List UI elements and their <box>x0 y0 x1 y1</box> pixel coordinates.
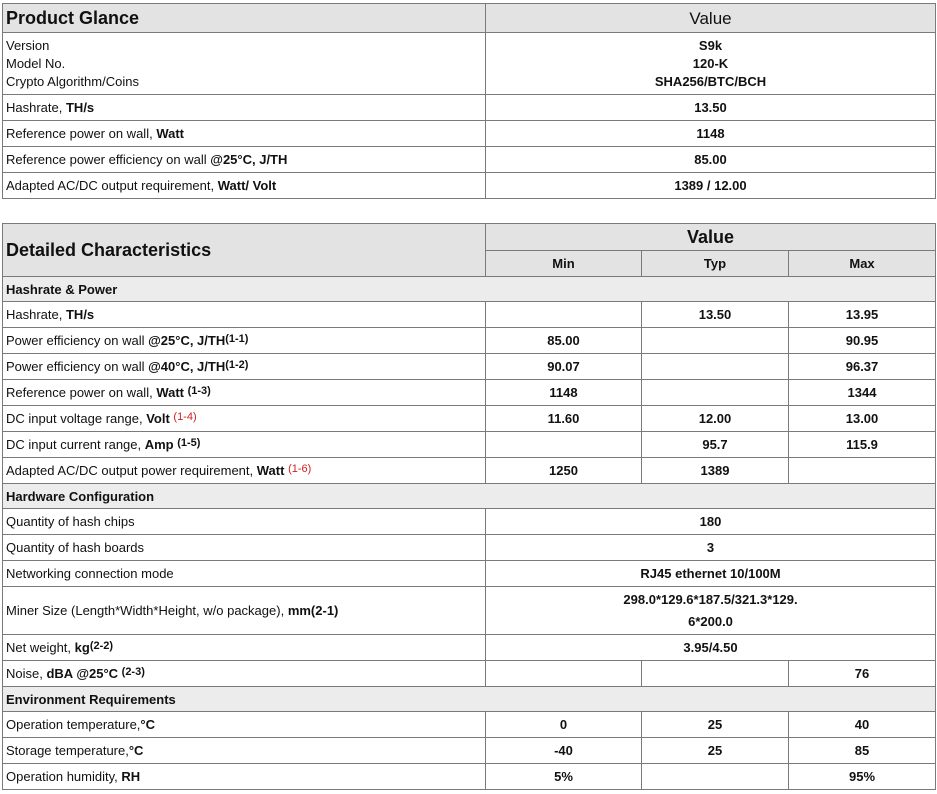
min-cell: 1148 <box>486 380 642 406</box>
glance-row-label: Adapted AC/DC output requirement, Watt/ Volt <box>3 173 486 199</box>
model-value: 120-K <box>692 55 729 71</box>
detailed-characteristics-table <box>2 223 936 790</box>
max-cell: 115.9 <box>789 432 936 458</box>
min-cell: 1250 <box>486 458 642 484</box>
row-label: Adapted AC/DC output power requirement, Watt $^{(1-6)}$ <box>3 458 486 484</box>
col-max-header: Max <box>789 251 936 277</box>
max-cell: 85 <box>789 738 936 764</box>
row-label: Storage temperature,°C <box>3 738 486 764</box>
footnote-ref: (1-1) <box>225 333 249 345</box>
max-cell: 95% <box>789 764 936 790</box>
details-value-header: Value <box>486 224 936 251</box>
table-row <box>3 354 936 380</box>
table-row <box>3 764 936 790</box>
typ-cell: 13.50 <box>642 302 789 328</box>
glance-row-value: 1389 / 12.00 <box>486 173 936 199</box>
row-label: Net weight, $kg^{(2-2)}$ <box>3 635 486 661</box>
footnote-ref: (1-3) <box>187 385 211 397</box>
min-cell: 85.00 <box>486 328 642 354</box>
size-line-2: 6*200.0 <box>688 613 733 629</box>
row-label: Reference power on wall, Watt $^{(1-3)}$ <box>3 380 486 406</box>
table-row <box>3 33 936 95</box>
weight-value: 3.95/4.50 <box>486 635 936 661</box>
footnote-ref: (1-2) <box>225 359 249 371</box>
version-value: S9k <box>698 37 723 53</box>
max-cell: 13.95 <box>789 302 936 328</box>
footnote-ref: (1-5) <box>177 437 201 449</box>
table-row <box>3 95 936 121</box>
algorithm-value: SHA256/BTC/BCH <box>654 73 767 89</box>
glance-row-value: 1148 <box>486 121 936 147</box>
model-label: Model No. <box>6 55 66 71</box>
row-label: Hashrate, TH/s <box>3 302 486 328</box>
boards-value: 3 <box>486 535 936 561</box>
table-row <box>3 121 936 147</box>
row-label: DC input current range, Amp $^{(1-5)}$ <box>3 432 486 458</box>
max-cell: 13.00 <box>789 406 936 432</box>
footnote-ref: (2-3) <box>121 666 145 678</box>
product-glance-table <box>2 3 936 199</box>
table-row <box>3 147 936 173</box>
typ-cell: 12.00 <box>642 406 789 432</box>
max-cell: 40 <box>789 712 936 738</box>
size-line-1: 298.0*129.6*187.5/321.3*129. <box>623 591 798 607</box>
table-row <box>3 173 936 199</box>
typ-cell <box>642 380 789 406</box>
table-row <box>3 561 936 587</box>
footnote-ref: (1-6) <box>288 463 312 475</box>
table-row <box>3 635 936 661</box>
table-row <box>3 328 936 354</box>
spec-values <box>486 33 936 95</box>
glance-row-label: Hashrate, TH/s <box>3 95 486 121</box>
footnote-ref: (2-2) <box>89 640 114 652</box>
min-cell: -40 <box>486 738 642 764</box>
version-label: Version <box>6 37 50 53</box>
table-row <box>3 432 936 458</box>
row-label: Networking connection mode <box>3 561 486 587</box>
min-cell <box>486 661 642 687</box>
col-min-header: Min <box>486 251 642 277</box>
table-row <box>3 661 936 687</box>
min-cell: 90.07 <box>486 354 642 380</box>
table-row <box>3 458 936 484</box>
glance-value-header: Value <box>486 4 936 33</box>
row-label: Quantity of hash boards <box>3 535 486 561</box>
row-label: DC input voltage range, Volt $^{(1-4)}$ <box>3 406 486 432</box>
table-row <box>3 587 936 635</box>
row-label: Operation temperature,°C <box>3 712 486 738</box>
max-cell: 96.37 <box>789 354 936 380</box>
row-label: Power efficiency on wall @40°C, J/TH$^{(1-2)}$ <box>3 354 486 380</box>
min-cell <box>486 432 642 458</box>
typ-cell <box>642 354 789 380</box>
section-environment-requirements: Environment Requirements <box>3 687 936 712</box>
row-label: Noise, dBA @25°C $^{(2-3)}$ <box>3 661 486 687</box>
typ-cell <box>642 764 789 790</box>
row-label: Quantity of hash chips <box>3 509 486 535</box>
row-label: Operation humidity, RH <box>3 764 486 790</box>
typ-cell: 1389 <box>642 458 789 484</box>
table-row <box>3 712 936 738</box>
max-cell: 76 <box>789 661 936 687</box>
spec-labels <box>3 33 486 95</box>
table-row <box>3 535 936 561</box>
footnote-ref: (1-4) <box>173 411 197 423</box>
chips-value: 180 <box>486 509 936 535</box>
glance-row-value: 85.00 <box>486 147 936 173</box>
min-cell: 0 <box>486 712 642 738</box>
table-row <box>3 380 936 406</box>
min-cell: 11.60 <box>486 406 642 432</box>
row-label: Miner Size (Length*Width*Height, w/o package), mm(2-1) <box>3 587 486 635</box>
min-cell <box>486 302 642 328</box>
algorithm-label: Crypto Algorithm/Coins <box>6 73 139 89</box>
glance-row-label: Reference power on wall, Watt <box>3 121 486 147</box>
typ-cell <box>642 661 789 687</box>
glance-row-label: Reference power efficiency on wall @25°C, J/TH <box>3 147 486 173</box>
max-cell: 90.95 <box>789 328 936 354</box>
table-row <box>3 302 936 328</box>
min-cell: 5% <box>486 764 642 790</box>
typ-cell: 25 <box>642 738 789 764</box>
detailed-title: Detailed Characteristics <box>3 224 486 277</box>
glance-row-value: 13.50 <box>486 95 936 121</box>
typ-cell: 25 <box>642 712 789 738</box>
section-hashrate-power: Hashrate & Power <box>3 277 936 302</box>
table-row <box>3 509 936 535</box>
row-label: Power efficiency on wall @25°C, J/TH$^{(1-1)}$ <box>3 328 486 354</box>
typ-cell: 95.7 <box>642 432 789 458</box>
section-hardware-configuration: Hardware Configuration <box>3 484 936 509</box>
max-cell <box>789 458 936 484</box>
col-typ-header: Typ <box>642 251 789 277</box>
size-value <box>486 587 936 635</box>
table-row <box>3 738 936 764</box>
network-value: RJ45 ethernet 10/100M <box>486 561 936 587</box>
table-row <box>3 406 936 432</box>
product-glance-title: Product Glance <box>3 4 486 33</box>
max-cell: 1344 <box>789 380 936 406</box>
typ-cell <box>642 328 789 354</box>
